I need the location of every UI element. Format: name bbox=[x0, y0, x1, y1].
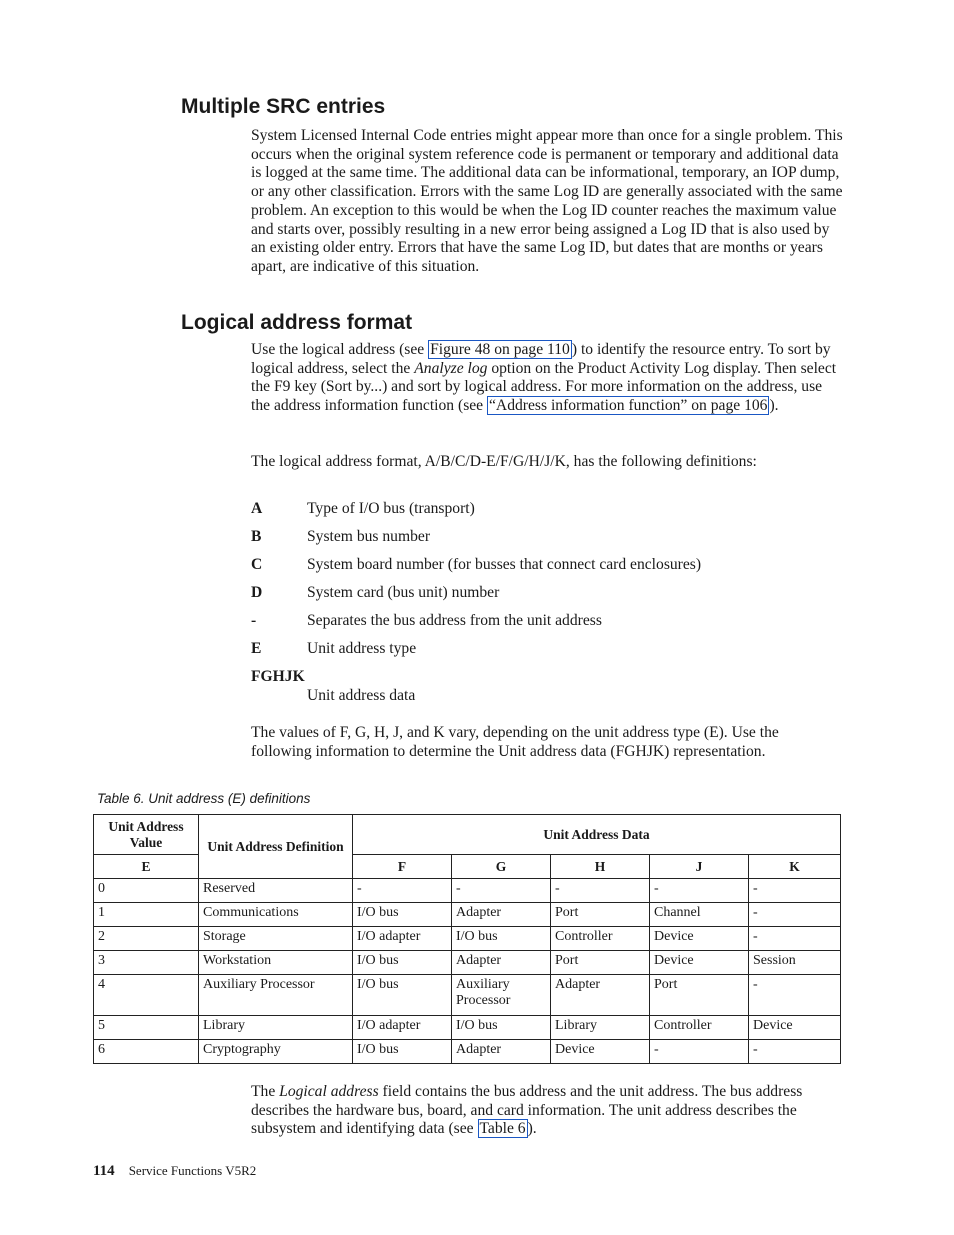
definition-term: C bbox=[251, 556, 263, 573]
table-cell: I/O bus bbox=[452, 927, 551, 951]
table-cell: Device bbox=[749, 1016, 841, 1040]
table-cell: 4 bbox=[94, 975, 199, 1016]
table-cell: Reserved bbox=[199, 879, 353, 903]
table-cell: Channel bbox=[650, 903, 749, 927]
page-footer bbox=[93, 1163, 256, 1180]
table-cell: Session bbox=[749, 951, 841, 975]
values-paragraph: The values of F, G, H, J, and K vary, depending on the unit address type (E). Use the following information to determine the Unit address data (FGHJK) representation. bbox=[251, 724, 779, 760]
table-cell: 0 bbox=[94, 879, 199, 903]
table-caption: Table 6. Unit address (E) definitions bbox=[97, 791, 311, 806]
unit-address-table bbox=[93, 814, 841, 1064]
table-cell: I/O bus bbox=[353, 1040, 452, 1064]
definition-term: A bbox=[251, 500, 263, 517]
definition-desc: System card (bus unit) number bbox=[307, 584, 500, 601]
header-unit-address-value: Unit Address Value bbox=[94, 815, 199, 855]
table-cell: Cryptography bbox=[199, 1040, 353, 1064]
definition-desc: System bus number bbox=[307, 528, 431, 545]
closing-paragraph: The Logical address field contains the bus address and the unit address. The bus address describes the hardware bus, board, and card information. The unit address describes the subsystem and identifying data (see Table 6 ). bbox=[251, 1083, 803, 1138]
table-cell: I/O adapter bbox=[353, 927, 452, 951]
definition-desc: Separates the bus address from the unit address bbox=[307, 612, 602, 629]
definition-term: - bbox=[251, 612, 257, 629]
table-cell: Device bbox=[650, 951, 749, 975]
table-row bbox=[94, 1016, 841, 1040]
definition-desc: Unit address data bbox=[307, 687, 416, 704]
table-row bbox=[94, 903, 841, 927]
definition-item bbox=[251, 640, 843, 660]
table-cell: Port bbox=[551, 903, 650, 927]
table-cell: I/O bus bbox=[452, 1016, 551, 1040]
logical-address-intro-paragraph: Use the logical address (see Figure 48 on page 110 ) to identify the resource entry. To sort by logical address, select the Analyze log option on the Product Activity Log display. Then select the F9 key (Sort by...) and sort by logical address. For more information on the address, use the address information function (see “Address information function” on page 106 ). bbox=[251, 341, 837, 415]
table-row bbox=[94, 879, 841, 903]
table-cell: - bbox=[650, 879, 749, 903]
table-cell: - bbox=[749, 879, 841, 903]
table-cell: 5 bbox=[94, 1016, 199, 1040]
table-cell: Device bbox=[551, 1040, 650, 1064]
table-cell: 6 bbox=[94, 1040, 199, 1064]
definition-item bbox=[251, 668, 843, 688]
table-cell: Adapter bbox=[452, 951, 551, 975]
definition-term: FGHJK bbox=[251, 668, 305, 685]
table-cell: - bbox=[749, 927, 841, 951]
definition-desc: Unit address type bbox=[307, 640, 417, 657]
header-unit-address-definition: Unit Address Definition bbox=[199, 815, 353, 879]
section-heading-logical-address: Logical address format bbox=[181, 311, 413, 334]
table-cell: 3 bbox=[94, 951, 199, 975]
table-cell: Auxiliary Processor bbox=[199, 975, 353, 1016]
header-unit-address-data: Unit Address Data bbox=[353, 815, 841, 855]
table-cell: Adapter bbox=[452, 1040, 551, 1064]
definition-item bbox=[251, 687, 843, 707]
definition-item bbox=[251, 528, 843, 548]
section-heading-multiple-src: Multiple SRC entries bbox=[181, 95, 386, 118]
table-cell: Storage bbox=[199, 927, 353, 951]
table-cell: Library bbox=[199, 1016, 353, 1040]
table-cell: Device bbox=[650, 927, 749, 951]
table-cell: Library bbox=[551, 1016, 650, 1040]
table-cell: I/O bus bbox=[353, 903, 452, 927]
table-cell: Controller bbox=[551, 927, 650, 951]
table-cell: Adapter bbox=[452, 903, 551, 927]
table-cell: I/O adapter bbox=[353, 1016, 452, 1040]
table-cell: - bbox=[353, 879, 452, 903]
header-col-k: K bbox=[749, 855, 841, 879]
table-row bbox=[94, 975, 841, 1016]
multiple-src-paragraph: System Licensed Internal Code entries might appear more than once for a single problem. This occurs when the original system reference code is permanent or temporary and additional data is logged at the same time. The additional data can be informational, temporary, an IOP dump, or any other classification. Errors with the same Log ID are generally associated with the same problem. An exception to this would be when the Log ID counter reaches the maximum value and starts over, possibly resulting in a new error being assigned a Log ID that is also used by an existing older entry. Errors that have the same Log ID, but dates that are months or years apart, are indicative of this situation. bbox=[251, 127, 843, 275]
table-cell: Port bbox=[551, 951, 650, 975]
definition-item bbox=[251, 500, 843, 520]
footer-title: Service Functions V5R2 bbox=[128, 1163, 257, 1178]
definition-item bbox=[251, 584, 843, 604]
table-cell: - bbox=[551, 879, 650, 903]
page-number: 114 bbox=[93, 1163, 115, 1179]
table-row bbox=[94, 927, 841, 951]
table-cell: - bbox=[749, 903, 841, 927]
table-cell: Controller bbox=[650, 1016, 749, 1040]
definition-item bbox=[251, 556, 843, 576]
table-cell: I/O bus bbox=[353, 975, 452, 1016]
table-cell: - bbox=[749, 1040, 841, 1064]
definition-desc: System board number (for busses that connect card enclosures) bbox=[307, 556, 702, 573]
table-cell: Auxiliary Processor bbox=[452, 975, 551, 1016]
table-cell: Workstation bbox=[199, 951, 353, 975]
table-cell: - bbox=[650, 1040, 749, 1064]
table-cell: Adapter bbox=[551, 975, 650, 1016]
table-cell: 2 bbox=[94, 927, 199, 951]
definition-item bbox=[251, 612, 843, 632]
definition-term: B bbox=[251, 528, 262, 545]
table-row bbox=[94, 1040, 841, 1064]
table-cell: - bbox=[749, 975, 841, 1016]
table-6-link[interactable]: Table 6 bbox=[479, 1120, 526, 1138]
header-col-e: E bbox=[94, 855, 199, 879]
table-cell: Communications bbox=[199, 903, 353, 927]
header-col-f: F bbox=[353, 855, 452, 879]
table-body bbox=[94, 879, 841, 1064]
header-col-h: H bbox=[551, 855, 650, 879]
figure-48-link[interactable]: Figure 48 on page 110 bbox=[430, 341, 570, 358]
table-cell: Port bbox=[650, 975, 749, 1016]
header-col-j: J bbox=[650, 855, 749, 879]
table-cell: 1 bbox=[94, 903, 199, 927]
table-cell: - bbox=[452, 879, 551, 903]
header-col-g: G bbox=[452, 855, 551, 879]
definition-term: D bbox=[251, 584, 263, 601]
address-info-function-link[interactable]: “Address information function” on page 106 bbox=[489, 397, 768, 415]
table-cell: I/O bus bbox=[353, 951, 452, 975]
definition-term: E bbox=[251, 640, 262, 657]
format-paragraph: The logical address format, A/B/C/D-E/F/G/H/J/K, has the following definitions: bbox=[251, 453, 757, 470]
table-row bbox=[94, 951, 841, 975]
definition-desc: Type of I/O bus (transport) bbox=[307, 500, 475, 517]
